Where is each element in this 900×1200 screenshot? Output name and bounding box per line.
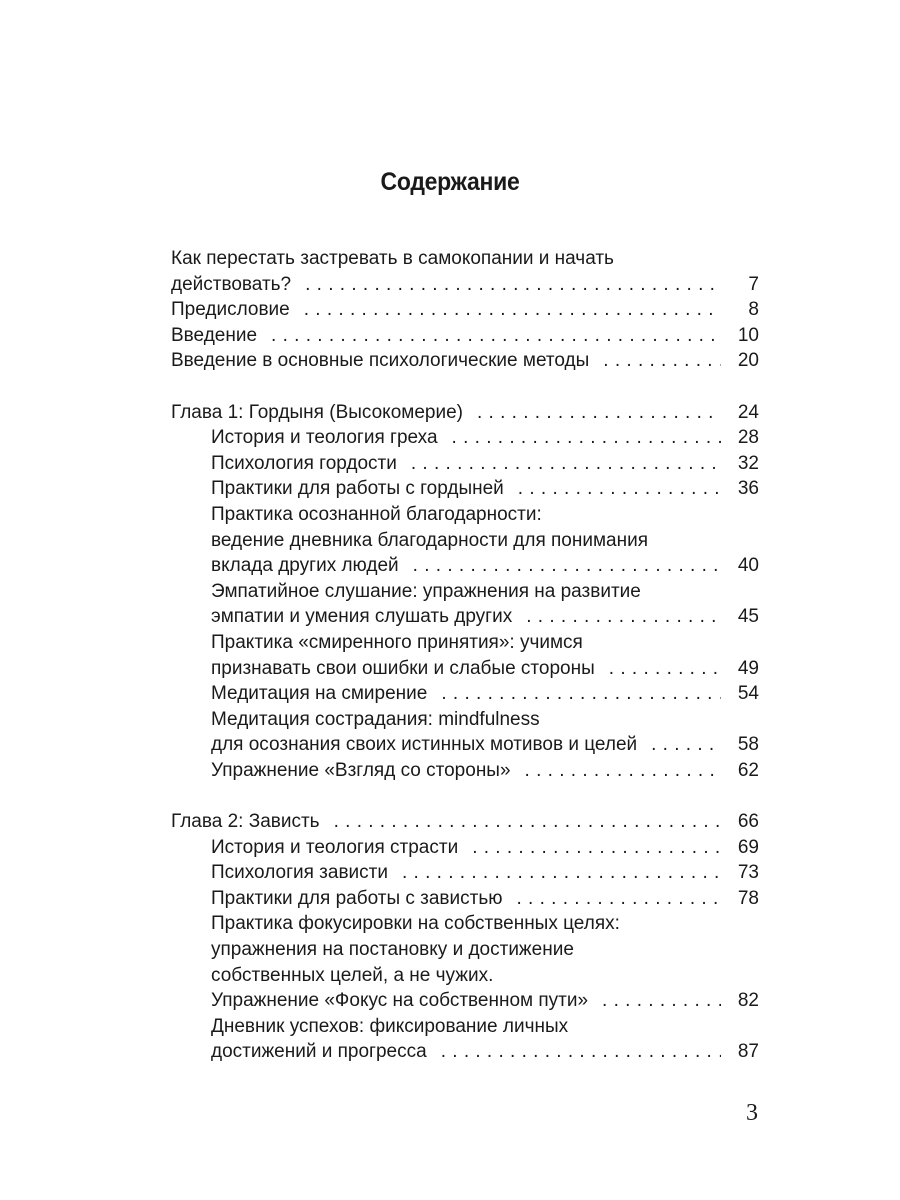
- toc-page-number: 32: [737, 452, 759, 474]
- toc-leader-dots: [472, 835, 721, 861]
- toc-entry-line: [211, 476, 759, 502]
- toc-leader-dots: [452, 425, 721, 451]
- toc-entry-title: достижений и прогресса: [211, 1041, 427, 1063]
- toc-entry-title: собственных целей, а не чужих.: [211, 964, 494, 986]
- toc-entry-title: Дневник успехов: фиксирование личных: [211, 1015, 569, 1037]
- toc-entry-title: Психология зависти: [211, 862, 388, 884]
- toc-entry-title: эмпатии и умения слушать других: [211, 606, 513, 628]
- toc-entry-line: [211, 707, 759, 733]
- toc-page-number: 73: [737, 862, 759, 884]
- toc-entry-line: [171, 323, 759, 349]
- toc-entry-line: [211, 1039, 759, 1065]
- toc-entry-line: [211, 604, 759, 630]
- toc-entry-line: [171, 246, 759, 272]
- toc-entry-title: Введение в основные психологические методы: [171, 350, 590, 372]
- toc-leader-dots: [477, 400, 721, 426]
- toc-entry-title: Медитация сострадания: mindfulness: [211, 708, 540, 730]
- toc-subentry[interactable]: [171, 502, 759, 579]
- toc-leader-dots: [603, 348, 721, 374]
- toc-entry-title: Упражнение «Взгляд со стороны»: [211, 759, 511, 781]
- toc-entry[interactable]: [171, 297, 759, 323]
- toc-entry-line: [211, 860, 759, 886]
- toc-leader-dots: [517, 886, 722, 912]
- toc-entry-title: Практики для работы с завистью: [211, 887, 503, 909]
- toc-subentry[interactable]: [171, 681, 759, 707]
- toc-entry-title: вклада других людей: [211, 555, 399, 577]
- toc-entry-title: Эмпатийное слушание: упражнения на развитие: [211, 580, 641, 602]
- toc-entry-title: Психология гордости: [211, 452, 397, 474]
- toc-subentry[interactable]: [171, 476, 759, 502]
- toc-subentry[interactable]: [171, 835, 759, 861]
- toc-page-number: 58: [737, 734, 759, 756]
- toc-entry[interactable]: [171, 323, 759, 349]
- toc-leader-dots: [441, 681, 721, 707]
- toc-leader-dots: [602, 988, 721, 1014]
- toc-leader-dots: [304, 297, 721, 323]
- toc-page-number: 62: [737, 759, 759, 781]
- toc-entry-line: [211, 528, 759, 554]
- toc-leader-dots: [413, 553, 721, 579]
- toc-leader-dots: [609, 656, 721, 682]
- toc-subentry[interactable]: [171, 988, 759, 1014]
- toc-entry-title: Практики для работы с гордыней: [211, 478, 504, 500]
- toc-entry[interactable]: [171, 400, 759, 426]
- toc-page-number: 78: [737, 887, 759, 909]
- toc-entry-line: [211, 553, 759, 579]
- toc-subentry[interactable]: [171, 707, 759, 758]
- toc-page-number: 8: [748, 299, 759, 321]
- toc-entry-title: Упражнение «Фокус на собственном пути»: [211, 990, 589, 1012]
- toc-entry-line: [211, 937, 759, 963]
- toc-page-number: 40: [737, 555, 759, 577]
- toc-entry-title: Как перестать застревать в самокопании и начать: [171, 248, 614, 269]
- toc-page-number: 54: [737, 683, 759, 705]
- toc-entry-title: Медитация на смирение: [211, 683, 428, 705]
- toc-entry-title: действовать?: [171, 273, 292, 295]
- toc-subentry[interactable]: [171, 451, 759, 477]
- toc-leader-dots: [525, 758, 721, 784]
- toc-entry-line: [211, 963, 759, 989]
- toc-page-number: 10: [737, 324, 759, 346]
- table-of-contents: [171, 246, 759, 1065]
- toc-entry-line: [211, 656, 759, 682]
- toc-page-number: 66: [737, 811, 759, 833]
- toc-leader-dots: [402, 860, 721, 886]
- toc-leader-dots: [411, 451, 721, 477]
- toc-entry-line: [171, 348, 759, 374]
- toc-entry-title: История и теология страсти: [211, 836, 459, 858]
- toc-page-number: 69: [737, 836, 759, 858]
- toc-page-number: 45: [737, 606, 759, 628]
- toc-entry-line: [211, 630, 759, 656]
- toc-page-number: 24: [737, 401, 759, 423]
- toc-section-gap: [171, 374, 759, 400]
- toc-entry-line: [211, 758, 759, 784]
- toc-leader-dots: [651, 732, 721, 758]
- toc-entry-title: Практика осознанной благодарности:: [211, 503, 542, 525]
- toc-entry-line: [211, 835, 759, 861]
- toc-page-number: 87: [737, 1041, 759, 1063]
- toc-subentry[interactable]: [171, 911, 759, 988]
- toc-entry-line: [171, 272, 759, 298]
- toc-subentry[interactable]: [171, 1014, 759, 1065]
- toc-entry-line: [211, 1014, 759, 1040]
- toc-entry-title: Практика фокусировки на собственных целях:: [211, 913, 620, 935]
- toc-subentry[interactable]: [171, 425, 759, 451]
- toc-entry-title: Практика «смиренного принятия»: учимся: [211, 631, 583, 653]
- toc-section-gap: [171, 783, 759, 809]
- toc-entry-line: [171, 297, 759, 323]
- page-title: Содержание: [380, 168, 520, 196]
- toc-leader-dots: [441, 1039, 721, 1065]
- toc-subentry[interactable]: [171, 630, 759, 681]
- toc-entry-title: ведение дневника благодарности для понимания: [211, 529, 648, 551]
- toc-subentry[interactable]: [171, 579, 759, 630]
- toc-entry-title: упражнения на постановку и достижение: [211, 939, 574, 961]
- toc-entry-title: Глава 1: Гордыня (Высокомерие): [171, 401, 463, 423]
- toc-entry[interactable]: [171, 348, 759, 374]
- toc-entry-line: [211, 502, 759, 528]
- page-number: 3: [746, 1100, 758, 1126]
- toc-leader-dots: [305, 272, 721, 298]
- toc-page-number: 28: [737, 427, 759, 449]
- toc-entry-line: [211, 886, 759, 912]
- toc-entry-line: [211, 425, 759, 451]
- toc-entry-line: [211, 579, 759, 605]
- toc-page-number: 20: [737, 350, 759, 372]
- toc-entry-line: [211, 451, 759, 477]
- toc-entry[interactable]: [171, 246, 759, 297]
- toc-entry-line: [211, 988, 759, 1014]
- toc-subentry[interactable]: [171, 886, 759, 912]
- toc-leader-dots: [518, 476, 721, 502]
- toc-page-number: 82: [737, 990, 759, 1012]
- toc-entry-title: для осознания своих истинных мотивов и целей: [211, 734, 638, 756]
- toc-leader-dots: [271, 323, 721, 349]
- toc-entry-title: История и теология греха: [211, 427, 438, 449]
- toc-entry-title: Предисловие: [171, 299, 290, 321]
- toc-page-number: 36: [737, 478, 759, 500]
- toc-page-number: 7: [748, 273, 759, 295]
- toc-entry[interactable]: [171, 809, 759, 835]
- toc-entry-title: Введение: [171, 324, 258, 346]
- toc-page-number: 49: [737, 657, 759, 679]
- toc-entry-line: [171, 809, 759, 835]
- toc-leader-dots: [334, 809, 721, 835]
- toc-entry-title: признавать свои ошибки и слабые стороны: [211, 657, 595, 679]
- toc-entry-line: [211, 732, 759, 758]
- toc-entry-line: [171, 400, 759, 426]
- toc-leader-dots: [526, 604, 721, 630]
- toc-entry-line: [211, 681, 759, 707]
- toc-subentry[interactable]: [171, 758, 759, 784]
- toc-entry-title: Глава 2: Зависть: [171, 811, 320, 833]
- toc-entry-line: [211, 911, 759, 937]
- toc-subentry[interactable]: [171, 860, 759, 886]
